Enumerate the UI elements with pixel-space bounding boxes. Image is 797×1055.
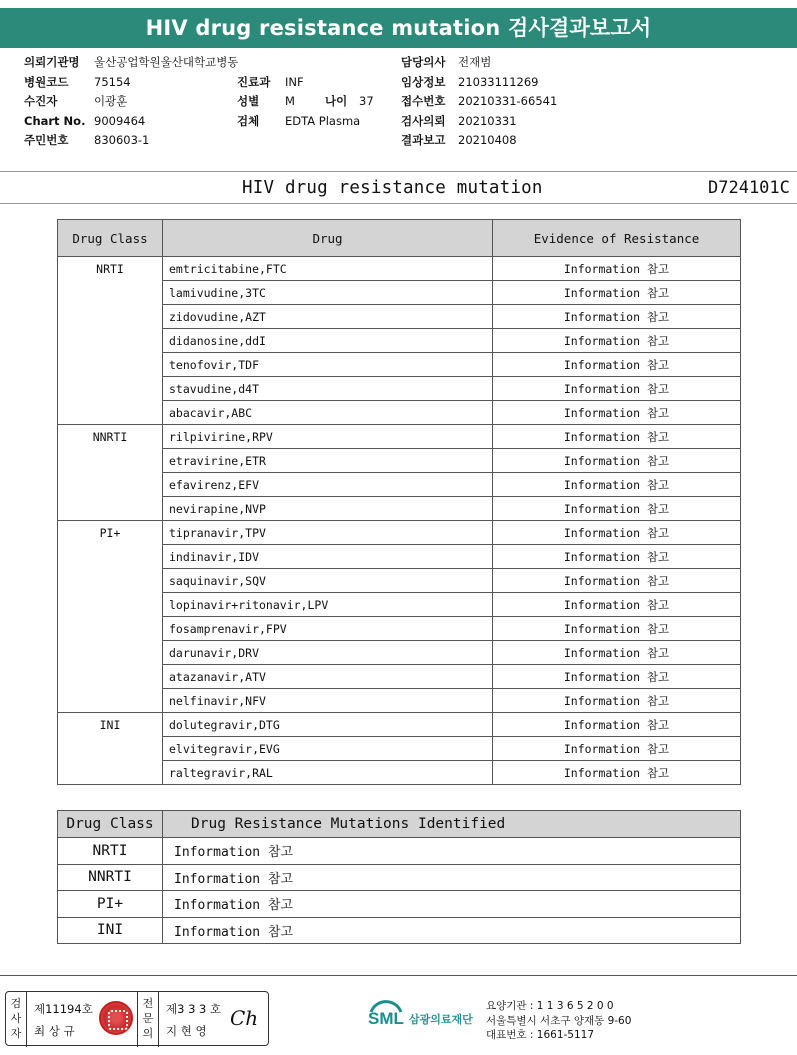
logo-text: SML <box>368 1009 404 1028</box>
sml-logo <box>366 998 484 1040</box>
drug-cell: tipranavir,TPV <box>163 521 493 545</box>
doctor-label: 담당의사 <box>401 55 446 69</box>
chart-value: 9009464 <box>94 113 146 128</box>
drug-cell: efavirenz,EFV <box>163 473 493 497</box>
address-block <box>486 999 631 1043</box>
table-row <box>58 425 741 449</box>
institution-value: 울산공업학원울산대학교병동 <box>94 55 239 69</box>
clinical-value: 21033111269 <box>458 74 539 89</box>
table-row <box>58 891 741 918</box>
resident-label: 주민번호 <box>24 133 69 147</box>
evidence-cell: Information 참고 <box>493 305 741 329</box>
handwritten-signature: Ch <box>230 1006 259 1030</box>
drug-class-cell: INI <box>58 917 163 944</box>
drug-table-body <box>58 257 741 785</box>
drug-class-cell: NRTI <box>58 838 163 865</box>
sign1-label: 검사자 <box>10 997 22 1040</box>
sign1-name: 최 상 규 <box>34 1024 75 1038</box>
drug-cell: darunavir,DRV <box>163 641 493 665</box>
mutations-table-body <box>58 838 741 944</box>
drug-cell: stavudine,d4T <box>163 377 493 401</box>
header-evidence: Evidence of Resistance <box>493 220 741 257</box>
info-column-3 <box>401 53 557 151</box>
evidence-cell: Information 참고 <box>493 737 741 761</box>
institution-code: 요양기관 : 1 1 3 6 5 2 0 0 <box>486 1000 614 1012</box>
drug-class-cell: NRTI <box>58 257 163 425</box>
sign2-name: 지 현 영 <box>166 1024 207 1038</box>
drug-cell: raltegravir,RAL <box>163 761 493 785</box>
patient-label: 수진자 <box>24 94 58 108</box>
drug-cell: nevirapine,NVP <box>163 497 493 521</box>
evidence-cell: Information 참고 <box>493 521 741 545</box>
evidence-cell: Information 참고 <box>493 257 741 281</box>
doctor-value: 전재범 <box>458 55 492 69</box>
sign-divider-1 <box>26 992 27 1047</box>
drug-cell: saquinavir,SQV <box>163 569 493 593</box>
sign-divider-3 <box>158 992 159 1047</box>
evidence-cell: Information 참고 <box>493 353 741 377</box>
divider-bottom <box>0 203 797 204</box>
footer-divider <box>0 975 797 976</box>
drug-cell: elvitegravir,EVG <box>163 737 493 761</box>
receipt-value: 20210331-66541 <box>458 94 558 108</box>
evidence-cell: Information 참고 <box>493 329 741 353</box>
drug-cell: didanosine,ddI <box>163 329 493 353</box>
table-row <box>58 864 741 891</box>
drug-class-cell: PI+ <box>58 891 163 918</box>
mutations-table <box>57 810 741 944</box>
sign2-label: 전문의 <box>142 997 154 1040</box>
seal-stamp-icon <box>99 1001 133 1035</box>
request-label: 검사의뢰 <box>401 113 446 128</box>
mutation-cell: Information 참고 <box>163 838 741 865</box>
age-value: 37 <box>359 94 374 108</box>
drug-class-cell: INI <box>58 713 163 785</box>
table-row <box>58 838 741 865</box>
table-row <box>58 521 741 545</box>
header-mutations: Drug Resistance Mutations Identified <box>163 811 741 838</box>
sex-value: M <box>285 94 295 108</box>
sign1-number: 제11194호 <box>34 1002 93 1016</box>
evidence-cell: Information 참고 <box>493 761 741 785</box>
department-label: 진료과 <box>237 74 271 89</box>
evidence-cell: Information 참고 <box>493 377 741 401</box>
logo-org-name: 삼광의료재단 <box>409 1013 473 1026</box>
institution-label: 의뢰기관명 <box>24 55 80 69</box>
drug-cell: atazanavir,ATV <box>163 665 493 689</box>
drug-cell: emtricitabine,FTC <box>163 257 493 281</box>
drug-cell: indinavir,IDV <box>163 545 493 569</box>
info-column-1 <box>24 53 238 151</box>
report-title: HIV drug resistance mutation 검사결과보고서 <box>0 8 797 48</box>
drug-cell: zidovudine,AZT <box>163 305 493 329</box>
mutation-cell: Information 참고 <box>163 891 741 918</box>
result-label: 결과보고 <box>401 133 446 147</box>
receipt-label: 접수번호 <box>401 94 446 108</box>
clinical-label: 임상정보 <box>401 74 446 89</box>
table-row <box>58 917 741 944</box>
header-drug: Drug <box>163 220 493 257</box>
drug-cell: abacavir,ABC <box>163 401 493 425</box>
drug-cell: rilpivirine,RPV <box>163 425 493 449</box>
specimen-value: EDTA Plasma <box>285 113 361 128</box>
evidence-cell: Information 참고 <box>493 449 741 473</box>
chart-label: Chart No. <box>24 113 86 128</box>
hospital-code-label: 병원코드 <box>24 74 69 89</box>
signature-box <box>5 991 269 1046</box>
specimen-label: 검체 <box>237 113 260 128</box>
drug-cell: tenofovir,TDF <box>163 353 493 377</box>
address-line: 서울특별시 서초구 양재동 9-60 <box>486 1014 632 1027</box>
drug-class-cell: NNRTI <box>58 425 163 521</box>
evidence-cell: Information 참고 <box>493 689 741 713</box>
drug-cell: lopinavir+ritonavir,LPV <box>163 593 493 617</box>
info-column-2 <box>237 73 374 132</box>
mutation-cell: Information 참고 <box>163 917 741 944</box>
table-row <box>58 713 741 737</box>
drug-resistance-table <box>57 219 741 785</box>
drug-cell: lamivudine,3TC <box>163 281 493 305</box>
patient-value: 이광훈 <box>94 94 128 108</box>
table-row <box>58 257 741 281</box>
drug-class-cell: PI+ <box>58 521 163 713</box>
evidence-cell: Information 참고 <box>493 713 741 737</box>
evidence-cell: Information 참고 <box>493 641 741 665</box>
phone-number: 대표번호 : 1661-5117 <box>486 1029 595 1041</box>
evidence-cell: Information 참고 <box>493 401 741 425</box>
drug-cell: dolutegravir,DTG <box>163 713 493 737</box>
header-drug-class-2: Drug Class <box>58 811 163 838</box>
hospital-code-value: 75154 <box>94 74 131 89</box>
resident-value: 830603-1 <box>94 133 150 147</box>
mutation-cell: Information 참고 <box>163 864 741 891</box>
evidence-cell: Information 참고 <box>493 497 741 521</box>
sign2-number: 제3 3 3 호 <box>166 1002 222 1016</box>
request-value: 20210331 <box>458 113 517 128</box>
age-label: 나이 <box>325 94 348 108</box>
drug-cell: fosamprenavir,FPV <box>163 617 493 641</box>
divider-top <box>0 171 797 172</box>
report-subtitle: HIV drug resistance mutation <box>242 178 543 198</box>
drug-cell: nelfinavir,NFV <box>163 689 493 713</box>
report-code: D724101C <box>708 178 790 198</box>
department-value: INF <box>285 74 304 89</box>
header-drug-class: Drug Class <box>58 220 163 257</box>
evidence-cell: Information 참고 <box>493 665 741 689</box>
evidence-cell: Information 참고 <box>493 617 741 641</box>
evidence-cell: Information 참고 <box>493 569 741 593</box>
evidence-cell: Information 참고 <box>493 281 741 305</box>
sign-divider-2 <box>137 992 138 1047</box>
evidence-cell: Information 참고 <box>493 593 741 617</box>
sex-label: 성별 <box>237 94 260 108</box>
evidence-cell: Information 참고 <box>493 545 741 569</box>
result-value: 20210408 <box>458 133 517 147</box>
evidence-cell: Information 참고 <box>493 473 741 497</box>
drug-class-cell: NNRTI <box>58 864 163 891</box>
evidence-cell: Information 참고 <box>493 425 741 449</box>
drug-cell: etravirine,ETR <box>163 449 493 473</box>
